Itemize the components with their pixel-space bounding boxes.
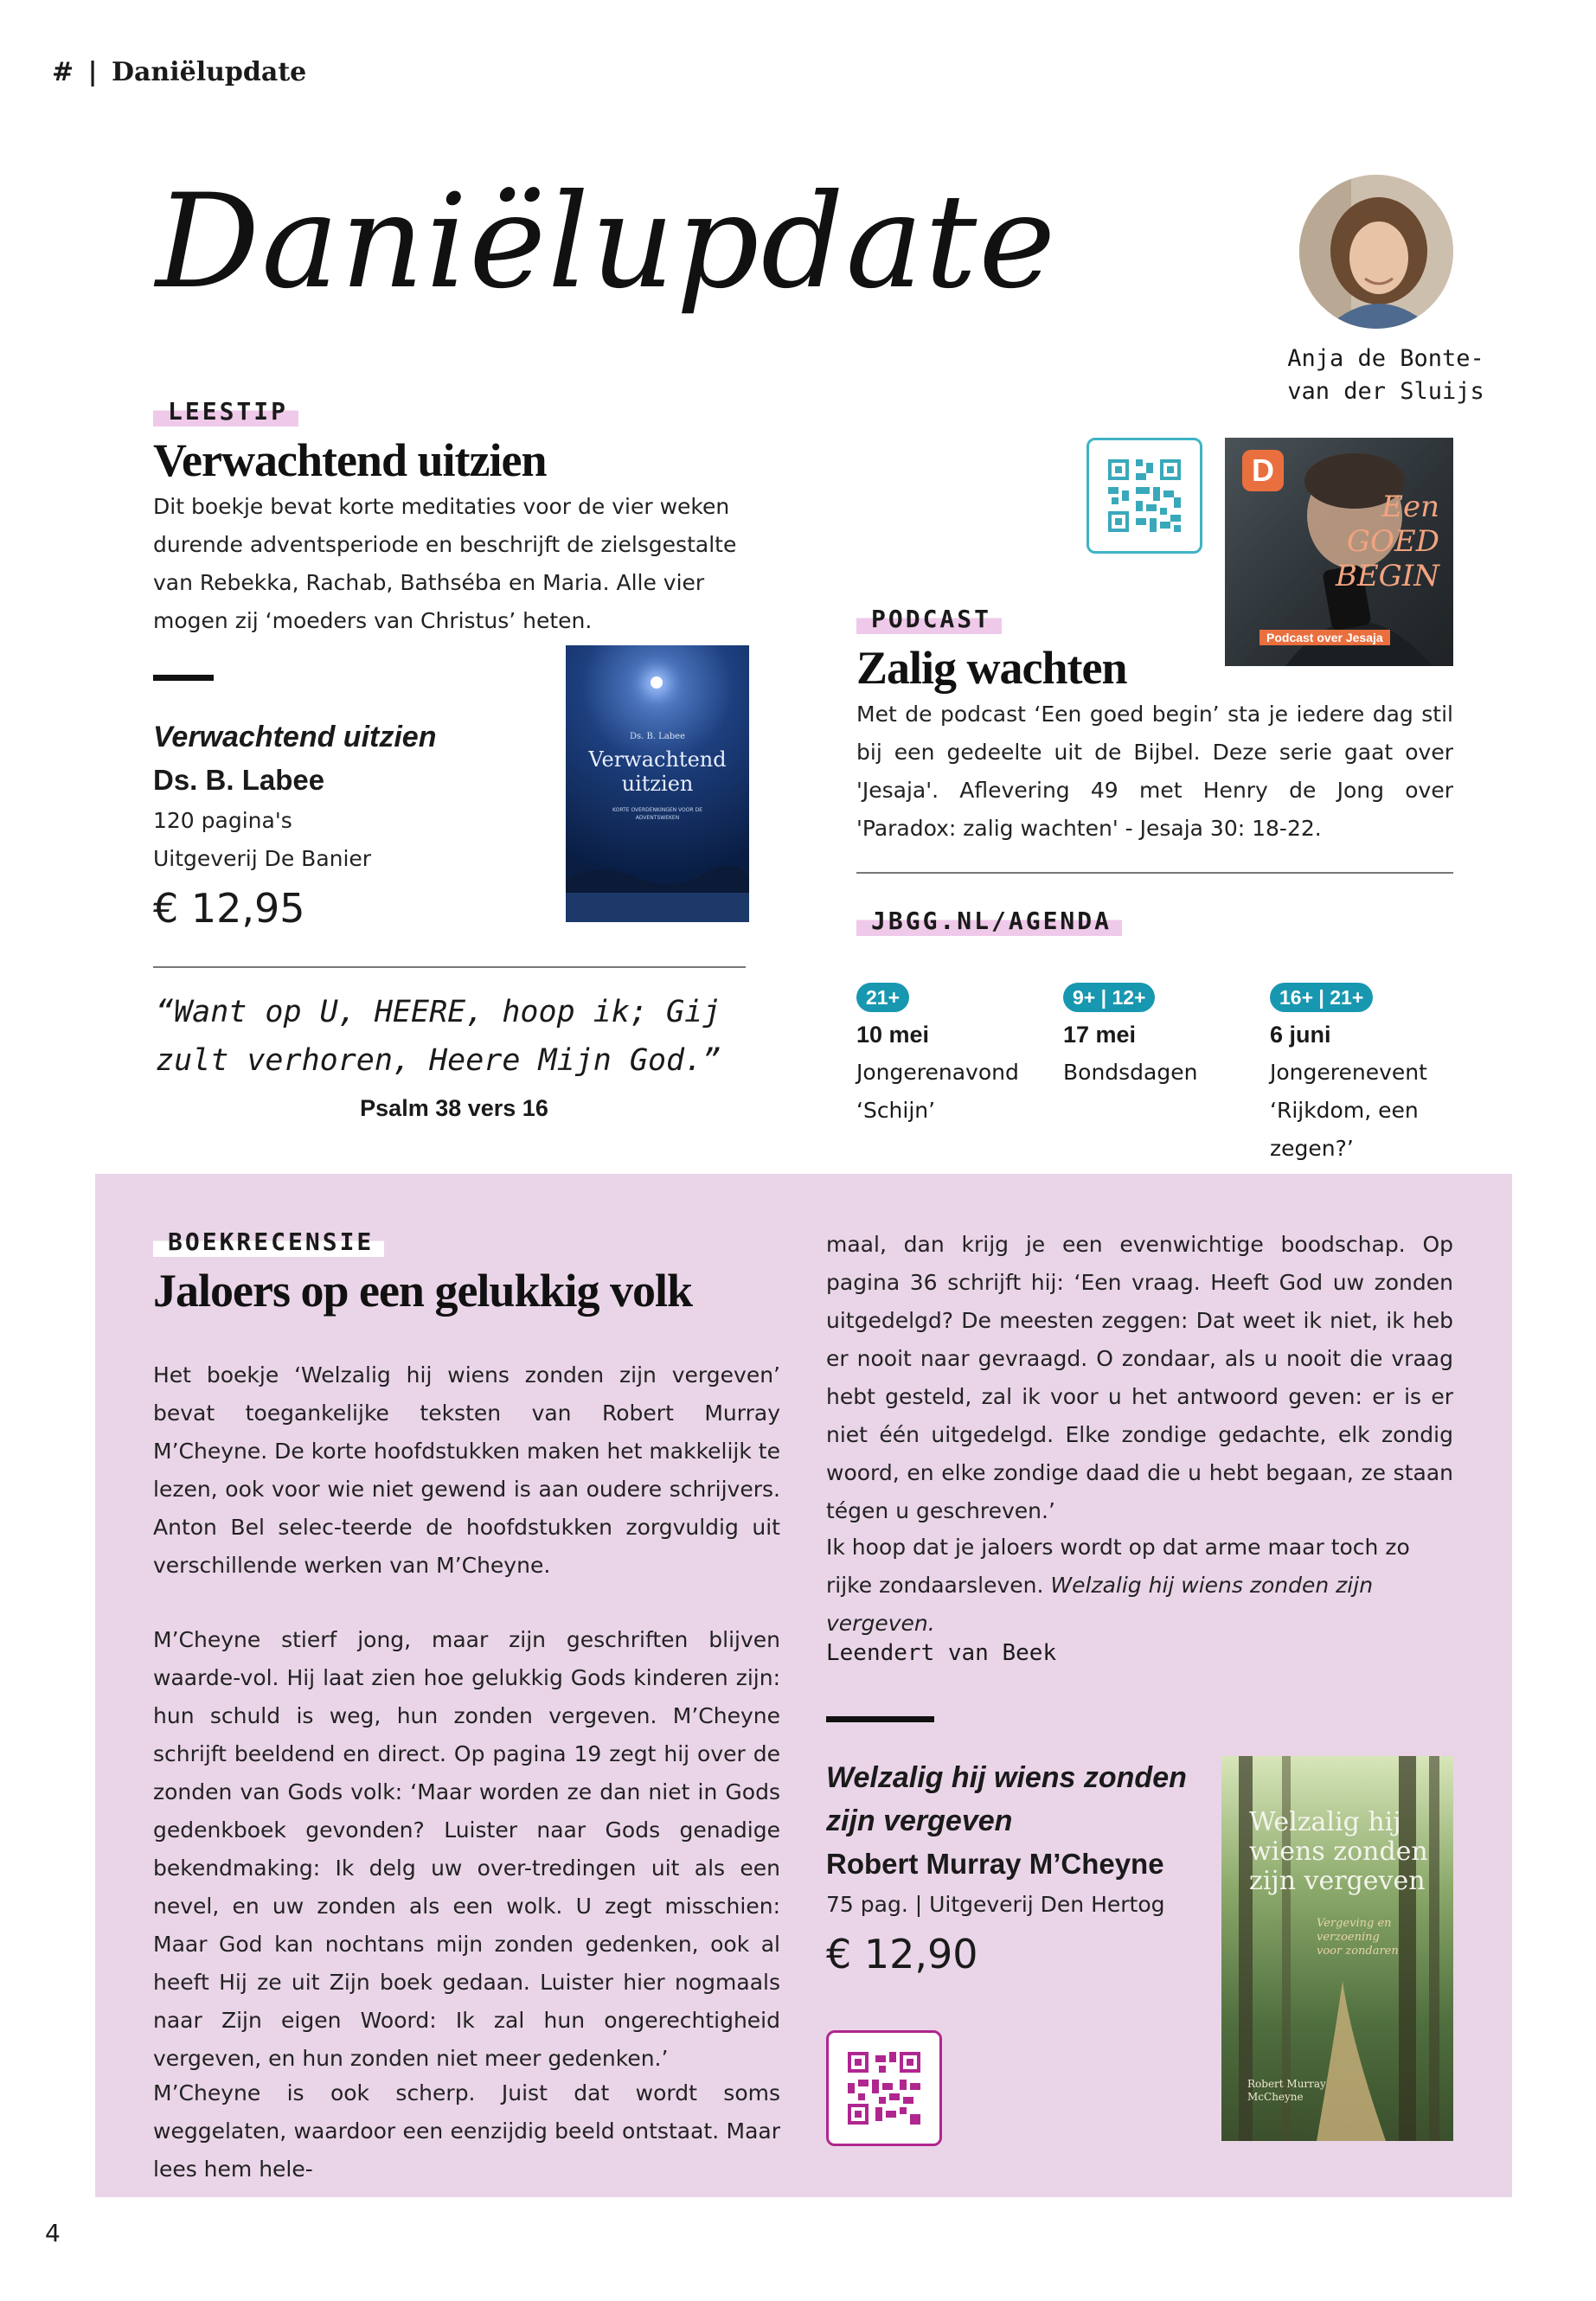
podcast-rule bbox=[856, 872, 1453, 874]
cover-title-line-1: Welzalig hij bbox=[1249, 1807, 1401, 1837]
agenda-item-1 bbox=[856, 983, 1055, 1130]
podcast-heading: Zalig wachten bbox=[856, 642, 1127, 694]
leestip-book-price: € 12,95 bbox=[153, 885, 305, 932]
review-divider bbox=[826, 1716, 934, 1722]
agenda-date: 10 mei bbox=[856, 1022, 930, 1048]
review-book-price: € 12,90 bbox=[826, 1931, 978, 1977]
review-paragraph-5 bbox=[826, 1529, 1453, 1643]
agenda-event-line-2: ‘Rijkdom, een bbox=[1270, 1098, 1419, 1123]
review-book-cover bbox=[1221, 1756, 1453, 2141]
author-avatar bbox=[1299, 175, 1453, 329]
qr-code-icon bbox=[844, 2048, 924, 2128]
review-paragraph-2: M’Cheyne stierf jong, maar zijn geschriften blijven waarde-vol. Hij laat zien hoe gelukkig Gods kinderen zijn: hun schuld is weg, hun zonden vergeven. M’Cheyne schrijft beeldend en direct. Op pagina 19 zegt hij over de zonden van Gods volk: ‘Maar worden ze dan niet in Gods gedenkboek gevonden? Luister naar Gods genadige bekendmaking: Ik delg uw over-tredingen uit als een nevel, en uw zonden als een wolk. U zegt misschien: Maar God kan nochtans mijn zonden gedenken, ook al heeft Hij ze uit Zijn boek gedaan. Luister hier nogmaals naar Zijn eigen Woord: Ik zal hun ongerechtigheid vergeven, en hun zonden niet meer gedenken.’ bbox=[153, 1627, 780, 2071]
agenda-age-badge: 9+ | 12+ bbox=[1063, 983, 1155, 1012]
podcast-cover-line-3: BEGIN bbox=[1335, 559, 1439, 593]
author-photo-illustration bbox=[1299, 175, 1453, 329]
leestip-book-author: Ds. B. Labee bbox=[153, 764, 325, 796]
review-paragraph-3: M’Cheyne is ook scherp. Juist dat wordt soms weggelaten, waardoor een eenzijdig beeld ontstaat. Maar lees hem hele- bbox=[153, 2080, 780, 2182]
leestip-label: LEESTIP bbox=[153, 397, 298, 426]
cover-author bbox=[1247, 2078, 1326, 2104]
cover-subtitle bbox=[1317, 1917, 1399, 1958]
review-book-meta: 75 pag. | Uitgeverij Den Hertog bbox=[826, 1892, 1165, 1917]
podcast-label: PODCAST bbox=[856, 605, 1002, 634]
page-number: 4 bbox=[45, 2219, 61, 2247]
leestip-book-info bbox=[153, 715, 551, 939]
podcast-body: Met de podcast ‘Een goed begin’ sta je iedere dag stil bij een gedeelte uit de Bijbel. Deze serie gaat over 'Jesaja'. Aflevering 49 met Henry de Jong over 'Paradox: zalig wachten' - Jesaja 30: 18-22. bbox=[856, 702, 1453, 841]
review-paragraph-4: maal, dan krijg je een evenwichtige boodschap. Op pagina 36 schrijft hij: ‘Een vraag. Heeft God uw zonden uitgedelgd? De meesten zeggen: Dat weet ik niet, ik heb er nooit naar gevraagd. O zondaar, als u nooit die vraag hebt gesteld, zal ik voor u het antwoord geven: er is er niet één uitgedelgd. Elke zondige gedachte, elk zondig woord, en elke zondige daad die u hebt begaan, ze staan tégen u geschreven.’ bbox=[826, 1232, 1453, 1523]
leestip-intro: Dit boekje bevat korte meditaties voor de vier weken durende adventsperiode en beschrijft de zielsgestalte van Rebekka, Rachab, Bathséba en Maria. Alle vier mogen zij ‘moeders van Christus’ heten. bbox=[153, 494, 737, 633]
cover-title-line-3: zijn vergeven bbox=[1249, 1866, 1426, 1896]
review-paragraph-1: Het boekje ‘Welzalig hij wiens zonden zijn vergeven’ bevat toegankelijke teksten van Robert Murray M’Cheyne. De korte hoofdstukken maken het makkelijk te lezen, ook voor wie niet gewend is aan oudere schrijvers. Anton Bel selec-teerde de hoofdstukken zorgvuldig uit verschillende werken van M’Cheyne. bbox=[153, 1362, 780, 1578]
review-book-info bbox=[826, 1756, 1207, 1984]
agenda-age-badge: 21+ bbox=[856, 983, 909, 1012]
cover-title-line-1: Verwachtend bbox=[588, 747, 727, 772]
leestip-book-pages: 120 pagina's bbox=[153, 808, 292, 833]
cover-subtitle: KORTE OVERDENKINGEN VOOR DE ADVENTSWEKEN bbox=[612, 807, 702, 821]
running-header bbox=[52, 57, 306, 87]
podcast-cover-line-2: GOED bbox=[1346, 524, 1439, 559]
review-book-title-line-2: zijn vergeven bbox=[826, 1804, 1013, 1837]
agenda-event-line-3: zegen?’ bbox=[1270, 1136, 1354, 1161]
cover-subtitle-line-1: Vergeving en bbox=[1317, 1917, 1392, 1930]
agenda-date: 17 mei bbox=[1063, 1022, 1137, 1048]
review-paragraph-5-text: Ik hoop dat je jaloers wordt op dat arme maar toch zo rijke zondaarsleven. bbox=[826, 1535, 1410, 1598]
leestip-divider bbox=[153, 675, 214, 681]
review-signature: Leendert van Beek bbox=[826, 1640, 1057, 1666]
cover-title-line-2: uitzien bbox=[621, 772, 694, 796]
cover-title bbox=[566, 747, 749, 796]
podcast-cover-caption: Podcast over Jesaja bbox=[1259, 630, 1390, 645]
agenda-event-line-2: ‘Schijn’ bbox=[856, 1098, 936, 1123]
agenda-event-line-1: Jongerenavond bbox=[856, 1060, 1019, 1085]
agenda-event-line-1: Bondsdagen bbox=[1063, 1060, 1198, 1085]
agenda-item-2 bbox=[1063, 983, 1262, 1092]
review-book-author: Robert Murray M’Cheyne bbox=[826, 1848, 1164, 1880]
podcast-cover-title bbox=[1336, 490, 1439, 593]
leestip-rule bbox=[153, 966, 746, 968]
author-name bbox=[1273, 343, 1498, 408]
podcast-qr-code[interactable] bbox=[1086, 438, 1202, 554]
cover-author-line-1: Robert Murray bbox=[1247, 2078, 1326, 2090]
header-divider: | bbox=[87, 57, 98, 87]
agenda-age-badge: 16+ | 21+ bbox=[1270, 983, 1373, 1012]
leestip-book-cover bbox=[566, 645, 749, 922]
author-name-line-2: van der Sluijs bbox=[1287, 378, 1484, 405]
quote-source: Psalm 38 vers 16 bbox=[360, 1095, 548, 1121]
review-book-title-line-1: Welzalig hij wiens zonden bbox=[826, 1761, 1187, 1794]
author-name-line-1: Anja de Bonte- bbox=[1287, 345, 1484, 372]
review-qr-code[interactable] bbox=[826, 2030, 942, 2146]
header-section: Daniëlupdate bbox=[111, 57, 307, 87]
leestip-heading: Verwachtend uitzien bbox=[153, 434, 547, 486]
agenda-item-3 bbox=[1270, 983, 1469, 1168]
quote-text: “Want op U, HEERE, hoop ik; Gij zult verhoren, Heere Mijn God.” bbox=[156, 995, 721, 1078]
agenda-label: JBGG.NL/AGENDA bbox=[856, 907, 1122, 936]
podcast-cover bbox=[1225, 438, 1453, 666]
leestip-book-publisher: Uitgeverij De Banier bbox=[153, 846, 372, 871]
qr-code-icon bbox=[1105, 456, 1184, 535]
cover-subtitle-line-2: verzoening bbox=[1317, 1931, 1380, 1944]
cover-author: Ds. B. Labee bbox=[629, 732, 686, 741]
cover-title bbox=[1249, 1808, 1428, 1896]
review-label: BOEKRECENSIE bbox=[153, 1227, 384, 1257]
page-title: Daniëlupdate bbox=[156, 167, 1058, 317]
agenda-date: 6 juni bbox=[1270, 1022, 1331, 1048]
review-heading: Jaloers op een gelukkig volk bbox=[153, 1265, 693, 1317]
cover-landscape bbox=[566, 853, 749, 922]
cover-subtitle-line-3: voor zondaren bbox=[1317, 1945, 1399, 1958]
star-icon bbox=[651, 676, 663, 689]
hash-symbol: # bbox=[52, 57, 74, 87]
podcast-logo: D bbox=[1242, 450, 1284, 491]
cover-title-line-2: wiens zonden bbox=[1249, 1836, 1428, 1867]
cover-author-line-2: McCheyne bbox=[1247, 2091, 1304, 2103]
agenda-event-line-1: Jongerenevent bbox=[1270, 1060, 1427, 1085]
podcast-cover-line-1: Een bbox=[1381, 490, 1439, 524]
leestip-book-title: Verwachtend uitzien bbox=[153, 721, 437, 753]
review-paragraph-5-italic: Welzalig hij wiens zonden zijn vergeven. bbox=[826, 1573, 1374, 1636]
